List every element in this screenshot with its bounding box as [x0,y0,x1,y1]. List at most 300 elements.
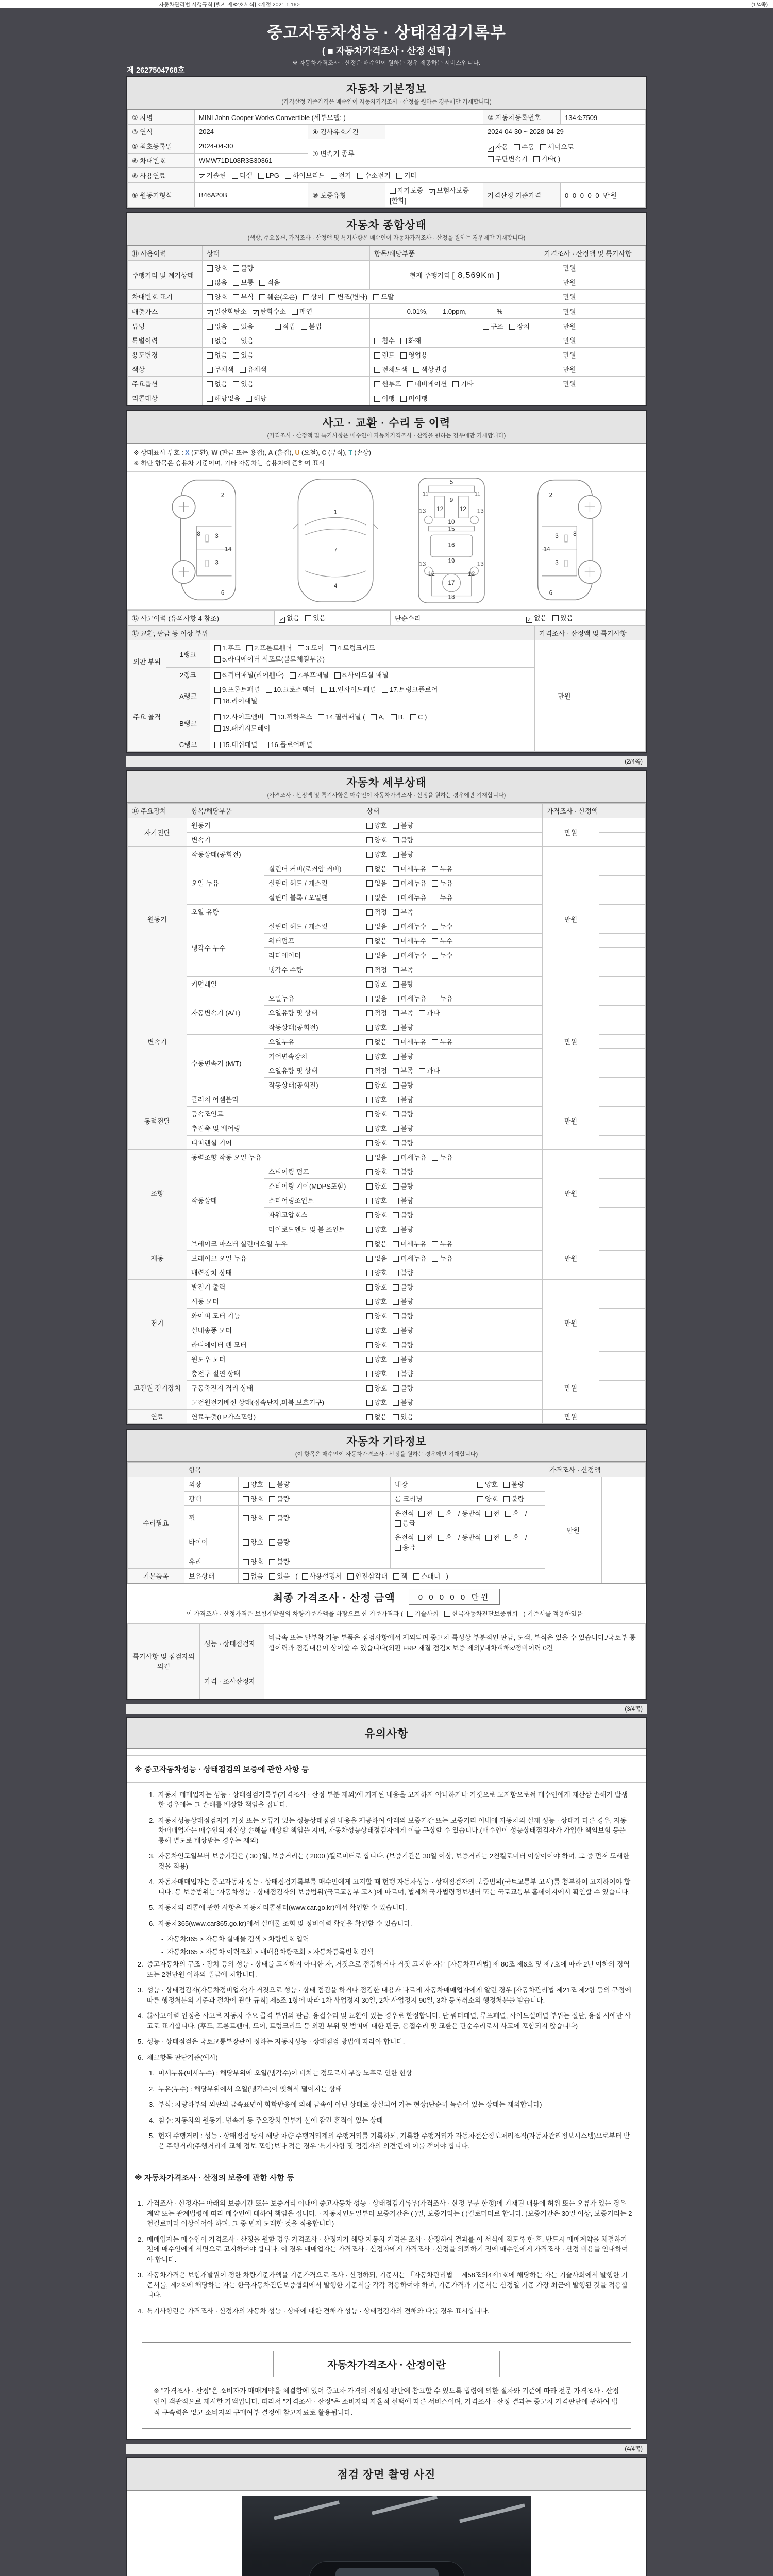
checkbox-icon[interactable] [233,265,239,272]
checkbox-option[interactable] [533,154,560,165]
checkbox-icon[interactable] [366,1357,373,1363]
checkbox-icon[interactable] [393,924,399,930]
checkbox-icon[interactable] [233,352,239,359]
checkbox-icon[interactable] [432,938,438,944]
checkbox-icon[interactable] [393,1371,399,1377]
checkbox-option[interactable] [393,1195,413,1205]
checkbox-option[interactable] [321,684,376,696]
checkbox-option[interactable] [366,820,387,830]
checkbox-icon[interactable] [366,1385,373,1392]
checkbox-option[interactable] [393,820,413,830]
checkbox-option[interactable] [207,350,227,360]
checkbox-icon[interactable] [366,1284,373,1291]
checkbox-icon[interactable] [366,996,373,1002]
checkbox-option[interactable] [233,379,254,388]
checkbox-icon[interactable] [366,1169,373,1175]
checkbox-icon[interactable] [533,156,540,162]
checkbox-icon[interactable] [233,280,239,286]
checkbox-option[interactable] [243,1479,263,1489]
checkbox-checked-icon[interactable]: ✓ [199,174,205,180]
checkbox-icon[interactable] [366,1111,373,1117]
checkbox-icon[interactable] [400,352,407,359]
checkbox-option[interactable] [438,1508,452,1518]
checkbox-icon[interactable] [393,1313,399,1319]
checkbox-option[interactable] [214,654,325,665]
checkbox-icon[interactable] [395,1545,401,1551]
checkbox-option[interactable] [393,1412,413,1421]
checkbox-option[interactable] [540,142,574,153]
checkbox-icon[interactable] [366,1126,373,1132]
checkbox-option[interactable] [432,1037,452,1046]
checkbox-option[interactable] [393,1210,413,1219]
checkbox-icon[interactable] [366,852,373,858]
checkbox-option[interactable] [207,277,227,287]
checkbox-icon[interactable] [318,714,324,720]
checkbox-icon[interactable] [269,1515,275,1521]
checkbox-icon[interactable] [393,909,399,916]
checkbox-icon[interactable] [366,1025,373,1031]
checkbox-icon[interactable] [366,1400,373,1406]
checkbox-icon[interactable] [407,1611,413,1617]
checkbox-icon[interactable] [374,338,380,344]
checkbox-icon[interactable] [382,687,388,693]
checkbox-icon[interactable] [269,1573,275,1580]
checkbox-icon[interactable] [432,1039,438,1045]
checkbox-icon[interactable] [366,924,373,930]
checkbox-option[interactable] [432,863,452,873]
checkbox-icon[interactable] [410,714,416,720]
checkbox-icon[interactable] [432,996,438,1002]
checkbox-option[interactable] [199,170,226,180]
checkbox-icon[interactable] [214,656,221,663]
checkbox-option[interactable] [366,950,387,960]
checkbox-option[interactable] [410,711,427,723]
checkbox-icon[interactable] [432,1155,438,1161]
checkbox-icon[interactable] [214,698,221,704]
checkbox-icon[interactable] [269,1559,275,1565]
checkbox-option[interactable] [347,1571,388,1581]
checkbox-icon[interactable] [233,381,239,387]
checkbox-icon[interactable] [334,672,341,679]
checkbox-icon[interactable] [302,1573,308,1580]
checkbox-option[interactable] [374,379,401,388]
checkbox-icon[interactable] [393,1400,399,1406]
checkbox-checked-icon[interactable]: ✓ [279,617,284,623]
checkbox-option[interactable] [366,1239,387,1248]
checkbox-icon[interactable] [418,1511,425,1517]
checkbox-option[interactable] [366,1325,387,1335]
checkbox-icon[interactable] [393,866,399,872]
checkbox-icon[interactable] [540,144,546,150]
checkbox-icon[interactable] [396,173,402,179]
checkbox-icon[interactable] [393,1270,399,1276]
checkbox-icon[interactable] [366,1183,373,1190]
checkbox-icon[interactable] [232,173,238,179]
checkbox-option[interactable] [301,321,322,331]
checkbox-option[interactable] [400,393,428,403]
checkbox-option[interactable] [419,1065,440,1075]
checkbox-icon[interactable] [266,687,272,693]
checkbox-icon[interactable] [285,173,291,179]
checkbox-option[interactable] [382,684,438,696]
checkbox-option[interactable] [438,1532,452,1542]
checkbox-icon[interactable] [301,324,307,330]
checkbox-option[interactable] [393,1094,413,1104]
checkbox-icon[interactable] [366,1371,373,1377]
checkbox-icon[interactable] [374,352,380,359]
checkbox-option[interactable] [366,1008,387,1018]
checkbox-option[interactable] [366,1166,387,1176]
checkbox-icon[interactable] [331,173,337,179]
checkbox-option[interactable] [407,1609,439,1618]
checkbox-icon[interactable] [483,324,489,330]
checkbox-option[interactable] [393,1109,413,1118]
checkbox-icon[interactable] [452,381,459,387]
checkbox-option[interactable] [233,292,254,301]
checkbox-option[interactable] [485,1532,500,1542]
checkbox-icon[interactable] [292,309,298,315]
checkbox-option[interactable] [366,1037,387,1046]
checkbox-icon[interactable] [503,1496,510,1502]
checkbox-option[interactable] [393,1080,413,1090]
checkbox-option[interactable] [207,306,247,316]
checkbox-option[interactable] [393,1138,413,1147]
checkbox-icon[interactable] [207,338,213,344]
checkbox-option[interactable] [393,936,426,945]
checkbox-icon[interactable] [366,938,373,944]
checkbox-option[interactable] [393,1267,413,1277]
checkbox-icon[interactable] [366,1328,373,1334]
checkbox-icon[interactable] [393,837,399,843]
checkbox-icon[interactable] [395,1520,401,1527]
checkbox-icon[interactable] [393,1573,399,1580]
checkbox-icon[interactable] [243,1573,249,1580]
checkbox-option[interactable] [269,1537,290,1547]
checkbox-option[interactable] [258,172,279,179]
checkbox-option[interactable] [366,835,387,844]
checkbox-icon[interactable] [393,1054,399,1060]
checkbox-option[interactable] [393,1296,413,1306]
checkbox-icon[interactable] [438,1511,444,1517]
checkbox-option[interactable] [366,1311,387,1320]
checkbox-option[interactable] [374,350,395,360]
checkbox-icon[interactable] [366,1039,373,1045]
checkbox-option[interactable] [552,613,573,622]
checkbox-icon[interactable] [393,1328,399,1334]
checkbox-icon[interactable] [505,1511,511,1517]
checkbox-option[interactable] [393,1383,413,1393]
checkbox-option[interactable] [207,292,227,301]
checkbox-option[interactable] [233,277,254,287]
checkbox-icon[interactable] [366,981,373,988]
checkbox-option[interactable] [366,1267,387,1277]
checkbox-option[interactable] [393,1340,413,1349]
checkbox-icon[interactable] [552,615,559,621]
checkbox-option[interactable] [393,1354,413,1364]
checkbox-option[interactable] [259,292,297,301]
checkbox-icon[interactable] [373,294,379,300]
checkbox-option[interactable] [366,849,387,859]
checkbox-icon[interactable] [393,1227,399,1233]
checkbox-option[interactable] [393,950,426,960]
checkbox-option[interactable] [503,1494,524,1503]
checkbox-icon[interactable] [393,1010,399,1016]
checkbox-icon[interactable] [400,396,407,402]
checkbox-icon[interactable] [366,967,373,973]
checkbox-icon[interactable] [366,1227,373,1233]
checkbox-icon[interactable] [393,1299,399,1305]
checkbox-option[interactable] [393,1181,413,1191]
checkbox-option[interactable] [391,711,405,723]
checkbox-icon[interactable] [390,188,396,194]
checkbox-icon[interactable] [432,880,438,887]
checkbox-option[interactable] [393,1311,413,1320]
checkbox-icon[interactable] [366,1140,373,1146]
checkbox-checked-icon[interactable]: ✓ [488,146,493,152]
checkbox-option[interactable] [366,1195,387,1205]
checkbox-icon[interactable] [366,1270,373,1276]
checkbox-icon[interactable] [432,953,438,959]
checkbox-icon[interactable] [477,1496,483,1502]
checkbox-option[interactable] [526,613,547,623]
checkbox-option[interactable] [393,835,413,844]
checkbox-icon[interactable] [366,1082,373,1089]
checkbox-option[interactable] [366,907,387,917]
checkbox-icon[interactable] [374,381,380,387]
checkbox-option[interactable] [269,1571,290,1581]
checkbox-icon[interactable] [393,895,399,901]
checkbox-option[interactable] [269,1479,290,1489]
checkbox-icon[interactable] [366,1068,373,1074]
checkbox-icon[interactable] [259,294,265,300]
checkbox-icon[interactable] [393,1140,399,1146]
checkbox-icon[interactable] [243,1496,249,1502]
checkbox-option[interactable] [366,892,387,902]
checkbox-icon[interactable] [366,1241,373,1247]
checkbox-option[interactable] [318,711,365,723]
checkbox-option[interactable] [269,1556,290,1566]
checkbox-option[interactable] [207,379,227,388]
checkbox-option[interactable] [366,1412,387,1421]
checkbox-icon[interactable] [259,280,265,286]
checkbox-icon[interactable] [374,367,380,373]
checkbox-option[interactable] [393,907,413,917]
checkbox-icon[interactable] [393,1385,399,1392]
checkbox-option[interactable] [366,1210,387,1219]
checkbox-icon[interactable] [347,1573,354,1580]
checkbox-option[interactable] [330,642,376,654]
checkbox-option[interactable] [207,393,240,403]
checkbox-option[interactable] [366,1354,387,1364]
checkbox-option[interactable] [374,335,395,345]
checkbox-option[interactable] [366,1094,387,1104]
checkbox-icon[interactable] [419,1068,425,1074]
checkbox-icon[interactable] [366,1342,373,1348]
checkbox-option[interactable] [366,993,387,1003]
checkbox-checked-icon[interactable]: ✓ [527,617,532,623]
checkbox-icon[interactable] [391,714,397,720]
checkbox-icon[interactable] [207,367,213,373]
checkbox-option[interactable] [393,1022,413,1032]
checkbox-option[interactable] [207,335,227,345]
checkbox-option[interactable] [214,739,257,749]
checkbox-option[interactable] [214,670,284,680]
checkbox-icon[interactable] [298,645,304,651]
checkbox-option[interactable] [413,1571,441,1581]
checkbox-option[interactable] [393,1368,413,1378]
checkbox-option[interactable] [432,936,452,945]
checkbox-option[interactable] [488,154,528,165]
checkbox-checked-icon[interactable]: ✓ [207,310,212,316]
checkbox-option[interactable] [207,321,227,331]
checkbox-option[interactable] [243,1513,263,1522]
checkbox-option[interactable] [214,711,264,723]
checkbox-icon[interactable] [393,1068,399,1074]
checkbox-option[interactable] [292,306,312,316]
checkbox-option[interactable] [393,1152,426,1162]
checkbox-option[interactable] [432,1253,452,1263]
checkbox-option[interactable] [400,335,421,345]
checkbox-icon[interactable] [413,367,419,373]
checkbox-checked-icon[interactable]: ✓ [253,310,258,316]
checkbox-icon[interactable] [366,823,373,829]
checkbox-icon[interactable] [393,1212,399,1218]
checkbox-option[interactable] [483,321,503,331]
checkbox-icon[interactable] [393,1126,399,1132]
checkbox-icon[interactable] [357,173,363,179]
checkbox-option[interactable] [393,1397,413,1407]
checkbox-icon[interactable] [275,324,281,330]
checkbox-icon[interactable] [269,1539,275,1546]
checkbox-icon[interactable] [485,1535,492,1541]
checkbox-option[interactable] [429,185,469,195]
checkbox-icon[interactable] [374,396,380,402]
checkbox-option[interactable] [259,277,280,287]
checkbox-icon[interactable] [371,714,377,720]
checkbox-icon[interactable] [207,381,213,387]
checkbox-icon[interactable] [214,742,221,748]
checkbox-icon[interactable] [321,687,327,693]
checkbox-icon[interactable] [393,823,399,829]
checkbox-icon[interactable] [432,924,438,930]
checkbox-icon[interactable] [243,1515,249,1521]
checkbox-option[interactable] [366,1065,387,1075]
checkbox-option[interactable] [432,921,452,931]
checkbox-option[interactable] [452,379,473,388]
checkbox-icon[interactable] [366,909,373,916]
checkbox-icon[interactable] [514,144,520,150]
checkbox-icon[interactable] [432,866,438,872]
checkbox-icon[interactable] [269,1496,275,1502]
checkbox-option[interactable] [393,849,413,859]
checkbox-option[interactable] [243,1556,263,1566]
checkbox-option[interactable] [432,1239,452,1248]
checkbox-option[interactable] [366,878,387,888]
checkbox-icon[interactable] [366,1155,373,1161]
checkbox-option[interactable] [419,1008,440,1018]
checkbox-option[interactable] [207,364,234,374]
checkbox-option[interactable] [432,993,452,1003]
checkbox-icon[interactable] [258,173,264,179]
checkbox-icon[interactable] [329,294,335,300]
checkbox-option[interactable] [395,1518,415,1528]
checkbox-option[interactable] [275,321,295,331]
checkbox-option[interactable] [393,1239,426,1248]
checkbox-option[interactable] [366,1022,387,1032]
checkbox-icon[interactable] [393,852,399,858]
checkbox-icon[interactable] [270,714,276,720]
checkbox-icon[interactable] [444,1611,450,1617]
checkbox-option[interactable] [505,1532,519,1542]
checkbox-option[interactable] [270,711,312,723]
checkbox-option[interactable] [366,1109,387,1118]
checkbox-option[interactable] [393,993,426,1003]
checkbox-option[interactable] [393,1065,413,1075]
checkbox-icon[interactable] [418,1535,425,1541]
checkbox-option[interactable] [366,863,387,873]
checkbox-icon[interactable] [413,1573,419,1580]
checkbox-option[interactable] [366,936,387,945]
checkbox-icon[interactable] [207,324,213,330]
checkbox-option[interactable] [366,1152,387,1162]
checkbox-option[interactable] [232,170,253,180]
checkbox-icon[interactable] [214,725,221,732]
checkbox-icon[interactable] [290,672,296,679]
checkbox-icon[interactable] [477,1482,483,1488]
checkbox-option[interactable] [374,364,408,374]
checkbox-icon[interactable] [393,1357,399,1363]
checkbox-option[interactable] [509,321,530,331]
checkbox-option[interactable] [331,170,351,180]
checkbox-option[interactable] [366,921,387,931]
checkbox-option[interactable] [279,613,299,623]
checkbox-option[interactable] [432,1152,452,1162]
checkbox-option[interactable] [393,1051,413,1061]
checkbox-icon[interactable] [366,880,373,887]
checkbox-option[interactable] [240,364,267,374]
checkbox-option[interactable] [366,1051,387,1061]
checkbox-icon[interactable] [393,1183,399,1190]
checkbox-option[interactable] [269,1513,290,1522]
checkbox-option[interactable] [357,170,391,180]
checkbox-option[interactable] [393,1282,413,1292]
checkbox-option[interactable] [396,170,417,180]
checkbox-option[interactable] [374,393,395,403]
checkbox-option[interactable] [243,1494,263,1503]
checkbox-icon[interactable] [366,837,373,843]
checkbox-option[interactable] [366,1383,387,1393]
checkbox-icon[interactable] [488,156,494,162]
checkbox-icon[interactable] [485,1511,492,1517]
checkbox-option[interactable] [393,1037,426,1046]
checkbox-option[interactable] [266,684,315,696]
checkbox-icon[interactable] [393,938,399,944]
checkbox-option[interactable] [233,350,254,360]
checkbox-icon[interactable] [366,953,373,959]
checkbox-icon[interactable] [366,895,373,901]
checkbox-icon[interactable] [366,1198,373,1204]
checkbox-option[interactable] [393,1008,413,1018]
checkbox-icon[interactable] [432,1256,438,1262]
checkbox-icon[interactable] [393,880,399,887]
checkbox-icon[interactable] [207,280,213,286]
checkbox-option[interactable] [303,292,324,301]
checkbox-option[interactable] [366,1397,387,1407]
checkbox-icon[interactable] [438,1535,444,1541]
checkbox-option[interactable] [214,684,260,696]
checkbox-icon[interactable] [233,324,239,330]
checkbox-option[interactable] [407,379,447,388]
